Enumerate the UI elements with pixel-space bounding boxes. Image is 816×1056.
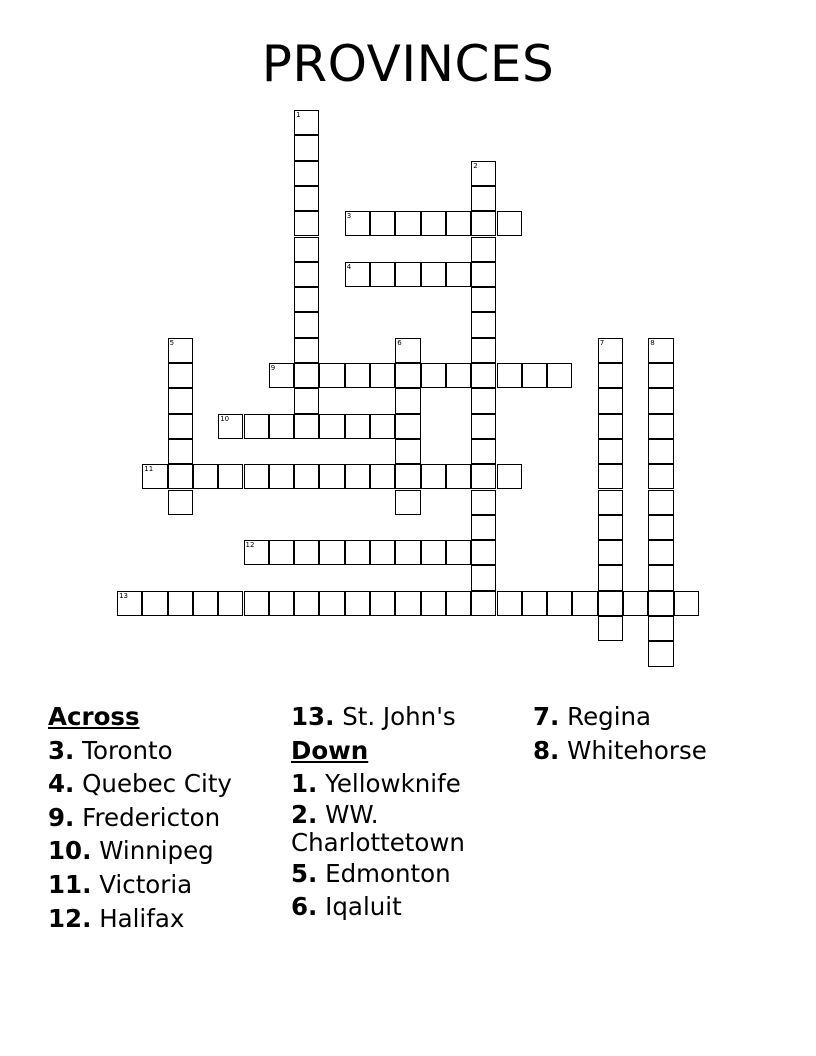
clue-item-text: St. John's [334,702,456,731]
clue-item-text: Fredericton [74,802,221,832]
grid-cell[interactable] [421,211,446,236]
clue-item [48,767,278,801]
grid-cell[interactable] [244,414,269,439]
grid-cell[interactable] [421,363,446,388]
grid-cell[interactable] [142,464,167,489]
grid-cell[interactable] [294,262,319,287]
grid-cell[interactable] [598,338,623,363]
clue-section-header: Across [48,702,140,731]
clue-item-text: Iqaluit [317,892,402,922]
grid-cell[interactable] [218,591,243,616]
clue-number: 1 [296,111,301,119]
grid-cell[interactable] [345,262,370,287]
grid-cell[interactable] [168,363,193,388]
grid-cell[interactable] [648,616,673,641]
grid-cell[interactable] [446,363,471,388]
clue-column-3 [533,700,763,767]
grid-cell[interactable] [395,591,420,616]
grid-cell[interactable] [168,439,193,464]
grid-cell[interactable] [522,363,547,388]
grid-cell[interactable] [598,388,623,413]
clue-number: 4 [346,262,352,271]
grid-cell[interactable] [471,338,496,363]
grid-cell[interactable] [395,414,420,439]
clue-item-number: 1. [291,769,318,799]
grid-cell[interactable] [319,540,344,565]
clue-section-header: Down [291,735,369,765]
grid-cell[interactable] [218,464,243,489]
grid-cell[interactable] [572,591,597,616]
grid-cell[interactable] [319,414,344,439]
grid-cell[interactable] [244,464,269,489]
grid-cell[interactable] [345,414,370,439]
grid-cell[interactable] [168,338,193,363]
grid-cell[interactable] [193,464,218,489]
clue-item-number: 3. [48,735,75,765]
grid-cell[interactable] [674,591,699,616]
grid-cell[interactable] [648,388,673,413]
grid-cell[interactable] [547,363,572,388]
clue-item-number: 11. [48,869,92,899]
grid-cell[interactable] [168,464,193,489]
grid-cell[interactable] [648,591,673,616]
clue-item-number: 2. [291,799,318,829]
clue-number: 12 [245,541,255,550]
grid-cell[interactable] [446,211,471,236]
grid-cell[interactable] [446,262,471,287]
grid-cell[interactable] [294,110,319,135]
clue-item-text: Yellowknife [317,769,461,799]
clue-number: 8 [650,338,655,347]
grid-cell[interactable] [648,515,673,540]
clue-item-text: Regina [559,702,652,731]
grid-cell[interactable] [142,591,167,616]
clue-item [48,734,278,768]
grid-cell[interactable] [319,363,344,388]
clue-item-number: 5. [291,858,318,888]
clue-item-number: 13. [291,702,335,731]
grid-cell[interactable] [269,464,294,489]
grid-cell[interactable] [218,414,243,439]
grid-cell[interactable] [598,363,623,388]
grid-cell[interactable] [421,262,446,287]
grid-cell[interactable] [168,414,193,439]
grid-cell[interactable] [471,161,496,186]
grid-cell[interactable] [294,464,319,489]
clue-item [533,734,763,768]
grid-cell[interactable] [471,363,496,388]
grid-cell[interactable] [471,287,496,312]
grid-cell[interactable] [294,540,319,565]
grid-cell[interactable] [471,439,496,464]
clue-item-text: Victoria [91,869,193,899]
grid-cell[interactable] [648,338,673,363]
clue-number: 2 [473,161,478,170]
grid-cell[interactable] [471,312,496,337]
grid-cell[interactable] [598,515,623,540]
puzzle-title: PROVINCES [261,35,555,93]
grid-cell[interactable] [471,388,496,413]
grid-cell[interactable] [193,591,218,616]
grid-cell[interactable] [294,338,319,363]
grid-cell[interactable] [497,591,522,616]
grid-cell[interactable] [471,262,496,287]
grid-cell[interactable] [395,388,420,413]
clue-item-number: 9. [48,802,75,832]
grid-cell[interactable] [345,211,370,236]
grid-cell[interactable] [471,237,496,262]
grid-cell[interactable] [370,591,395,616]
grid-cell[interactable] [471,490,496,515]
grid-cell[interactable] [168,490,193,515]
clue-item-text: WW. Charlottetown [291,799,465,857]
clue-item-text: Quebec City [74,769,232,799]
grid-cell[interactable] [395,211,420,236]
grid-cell[interactable] [446,591,471,616]
clue-item-text: Winnipeg [91,836,214,866]
clue-item-text: Toronto [74,735,173,765]
clue-item-number: 7. [533,702,560,731]
clue-item [533,700,763,734]
grid-cell[interactable] [370,211,395,236]
grid-cell[interactable] [648,363,673,388]
grid-cell[interactable] [471,211,496,236]
grid-cell[interactable] [345,591,370,616]
clue-item-number: 4. [48,769,75,799]
grid-cell[interactable] [648,540,673,565]
clue-item [291,890,521,924]
grid-cell[interactable] [421,464,446,489]
grid-cell[interactable] [395,490,420,515]
grid-cell[interactable] [168,591,193,616]
grid-cell[interactable] [319,591,344,616]
grid-cell[interactable] [294,591,319,616]
clue-item [291,767,521,801]
clue-item [291,801,521,857]
clue-item-text: Whitehorse [559,735,707,765]
clue-item [48,868,278,902]
grid-cell[interactable] [395,262,420,287]
clue-item [291,857,521,891]
grid-cell[interactable] [395,338,420,363]
grid-cell[interactable] [168,388,193,413]
clue-column-2 [291,700,521,924]
grid-cell[interactable] [370,262,395,287]
grid-cell[interactable] [471,565,496,590]
grid-cell[interactable] [471,414,496,439]
grid-cell[interactable] [598,414,623,439]
grid-cell[interactable] [648,490,673,515]
grid-cell[interactable] [294,161,319,186]
clue-item [48,834,278,868]
grid-cell[interactable] [471,186,496,211]
grid-cell[interactable] [395,540,420,565]
grid-cell[interactable] [395,464,420,489]
grid-cell[interactable] [471,515,496,540]
grid-cell[interactable] [421,591,446,616]
clue-number: 13 [119,591,128,600]
clue-item-text: Edmonton [317,858,451,888]
grid-cell[interactable] [370,414,395,439]
grid-cell[interactable] [497,363,522,388]
grid-cell[interactable] [648,464,673,489]
grid-cell[interactable] [370,540,395,565]
grid-cell[interactable] [547,591,572,616]
clue-column-1 [48,700,278,935]
grid-cell[interactable] [294,211,319,236]
grid-cell[interactable] [294,414,319,439]
grid-cell[interactable] [345,363,370,388]
grid-cell[interactable] [446,540,471,565]
grid-cell[interactable] [598,591,623,616]
grid-cell[interactable] [370,464,395,489]
grid-cell[interactable] [294,186,319,211]
grid-cell[interactable] [294,363,319,388]
grid-cell[interactable] [294,388,319,413]
clue-number: 10 [220,414,230,423]
grid-cell[interactable] [598,540,623,565]
grid-cell[interactable] [269,363,294,388]
grid-cell[interactable] [598,490,623,515]
grid-cell[interactable] [395,439,420,464]
grid-cell[interactable] [294,237,319,262]
clue-item-number: 10. [48,836,92,866]
grid-cell[interactable] [269,540,294,565]
grid-cell[interactable] [497,211,522,236]
grid-cell[interactable] [269,414,294,439]
grid-cell[interactable] [648,439,673,464]
clue-number: 7 [599,338,605,347]
grid-cell[interactable] [345,540,370,565]
grid-cell[interactable] [497,464,522,489]
grid-cell[interactable] [294,287,319,312]
clue-number: 9 [270,364,276,372]
grid-cell[interactable] [395,363,420,388]
grid-cell[interactable] [294,135,319,160]
clue-number: 5 [169,338,175,347]
grid-cell[interactable] [648,565,673,590]
grid-cell[interactable] [648,641,673,666]
grid-cell[interactable] [244,591,269,616]
clue-item-number: 8. [533,735,560,765]
grid-cell[interactable] [471,591,496,616]
grid-cell[interactable] [446,464,471,489]
clue-item [291,700,521,734]
grid-cell[interactable] [294,312,319,337]
grid-cell[interactable] [244,540,269,565]
grid-cell[interactable] [269,591,294,616]
grid-cell[interactable] [471,540,496,565]
grid-cell[interactable] [598,464,623,489]
grid-cell[interactable] [421,540,446,565]
clue-item-number: 6. [291,892,318,922]
grid-cell[interactable] [598,439,623,464]
clue-item [48,801,278,835]
clue-number: 3 [346,212,352,221]
grid-cell[interactable] [598,616,623,641]
clue-item-number: 12. [48,903,92,933]
grid-cell[interactable] [522,591,547,616]
grid-cell[interactable] [319,464,344,489]
grid-cell[interactable] [648,414,673,439]
clue-number: 11 [144,465,154,474]
grid-cell[interactable] [598,565,623,590]
grid-cell[interactable] [345,464,370,489]
grid-cell[interactable] [370,363,395,388]
clue-number: 6 [397,338,402,347]
grid-cell[interactable] [117,591,142,616]
clue-item [48,902,278,936]
grid-cell[interactable] [471,464,496,489]
clue-item-text: Halifax [91,903,185,933]
grid-cell[interactable] [623,591,648,616]
